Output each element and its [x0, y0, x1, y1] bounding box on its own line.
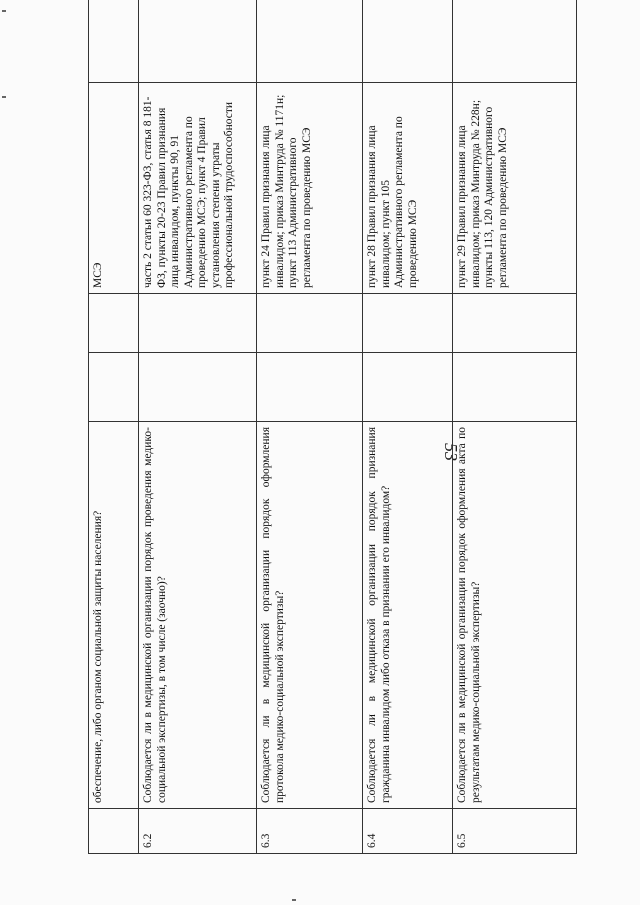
empty-cell	[89, 353, 139, 422]
reference-cell: пункт 24 Правил признания лица инвалидом; приказ Минтруда № 1171н; пункт 113 Административного регламента по проведению МСЭ	[257, 83, 363, 294]
row-number: 6.4	[363, 809, 453, 854]
row-number: 6.2	[139, 809, 257, 854]
empty-cell	[453, 353, 577, 422]
question-cell: Соблюдается ли в медицинской организации порядок оформления акта по результатам медико-социальной экспертизы?	[453, 422, 577, 809]
table-row	[363, 0, 453, 854]
question-cell: обеспечение, либо органом социальной защиты населения?	[89, 422, 139, 809]
table-row	[139, 0, 257, 854]
rotated-table-wrapper	[88, 36, 576, 854]
reference-cell: МСЭ	[89, 83, 139, 294]
table-row	[89, 0, 139, 854]
scan-mark	[2, 10, 6, 12]
empty-cell	[257, 353, 363, 422]
question-cell: Соблюдается ли в медицинской организации порядок оформления протокола медико-социальной экспертизы?	[257, 422, 363, 809]
notes-cell	[89, 0, 139, 83]
empty-cell	[453, 294, 577, 353]
question-cell: Соблюдается ли в медицинской организации порядок проведения медико-социальной экспертизы, в том числе (заочно)?	[139, 422, 257, 809]
empty-cell	[363, 353, 453, 422]
scan-mark	[2, 96, 6, 98]
row-number	[89, 809, 139, 854]
table-row	[257, 0, 363, 854]
empty-cell	[363, 294, 453, 353]
empty-cell	[257, 294, 363, 353]
row-number: 6.3	[257, 809, 363, 854]
empty-cell	[139, 294, 257, 353]
table-row	[453, 0, 577, 854]
row-number: 6.5	[453, 809, 577, 854]
scan-mark	[292, 899, 296, 901]
question-cell: Соблюдается ли в медицинской организации порядок признания гражданина инвалидом либо отказа в признании его инвалидом?	[363, 422, 453, 809]
notes-cell	[257, 0, 363, 83]
notes-cell	[139, 0, 257, 83]
notes-cell	[453, 0, 577, 83]
checklist-table	[88, 0, 577, 854]
page-number: 53	[441, 443, 461, 461]
empty-cell	[139, 353, 257, 422]
notes-cell	[363, 0, 453, 83]
reference-cell: пункт 29 Правил признания лица инвалидом; приказ Минтруда № 228н; пункты 113, 120 Административного регламента по проведению МСЭ	[453, 83, 577, 294]
reference-cell: часть 2 статьи 60 323-ФЗ, статья 8 181- ФЗ, пункты 20-23 Правил признания лица инвалидом, пункты 90, 91 Административного регламента по проведению МСЭ; пункт 4 Правил установления степени утраты профессиональной трудоспособности	[139, 83, 257, 294]
reference-cell: пункт 28 Правил признания лица инвалидом; пункт 105 Административного регламента по проведению МСЭ	[363, 83, 453, 294]
empty-cell	[89, 294, 139, 353]
